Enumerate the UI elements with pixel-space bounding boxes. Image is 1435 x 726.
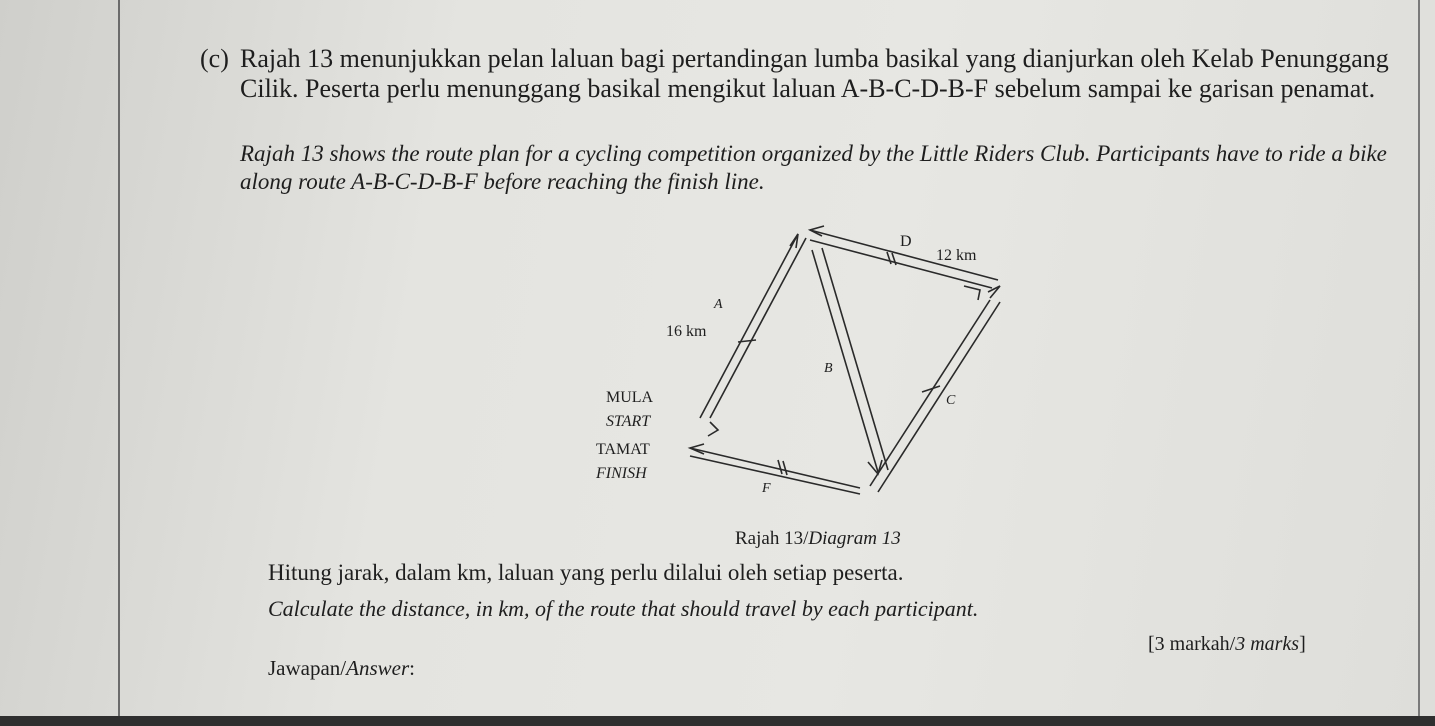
- tick-top-2: [892, 253, 896, 265]
- side-c-f: [878, 302, 1000, 492]
- label-c: C: [946, 393, 956, 408]
- side-start-d: [700, 234, 798, 418]
- label-b: B: [824, 361, 833, 376]
- answer-colon: :: [409, 656, 415, 680]
- answer-label: [268, 656, 415, 681]
- label-a: A: [714, 297, 723, 312]
- instruction-english: Calculate the distance, in km, of the route that should travel by each participant.: [268, 596, 979, 621]
- answer-label-english: Answer: [346, 656, 410, 680]
- side-start-d-inner: [710, 238, 806, 418]
- bottom-edge: [0, 716, 1435, 726]
- instruction-malay: Hitung jarak, dalam km, laluan yang perlu dilalui oleh setiap peserta.: [268, 560, 904, 585]
- label-d: D: [900, 233, 912, 250]
- label-f: F: [762, 481, 771, 496]
- label-finish-english: FINISH: [596, 465, 647, 482]
- caption-malay: Rajah 13/: [735, 528, 809, 549]
- marks-close: ]: [1299, 633, 1306, 655]
- marks-allocation: [1148, 633, 1306, 656]
- label-finish-malay: TAMAT: [596, 441, 650, 458]
- arrow-top-left: [810, 226, 824, 236]
- tick-top-1: [887, 252, 891, 264]
- caption-english: Diagram 13: [808, 528, 901, 549]
- right-angle-start: [708, 422, 718, 436]
- left-margin-line: [118, 0, 120, 726]
- side-start-f-inner: [690, 456, 860, 494]
- question-text-malay: Rajah 13 menunjukkan pelan laluan bagi pertandingan lumba basikal yang dianjurkan oleh Kelab Penunggang Cilik. Peserta perlu menunggang basikal mengikut laluan A-B-C-D-B-F sebelum sampai ke garisan penamat.: [240, 44, 1389, 103]
- side-c-f-inner: [870, 300, 990, 486]
- marks-malay: [3 markah/: [1148, 633, 1236, 655]
- question-text-english: Rajah 13 shows the route plan for a cycling competition organized by the Little Riders Club. Participants have to ride a bike along route A-B-C-D-B-F before reaching the finish line.: [240, 141, 1387, 194]
- diagonal-d-b: [812, 250, 878, 472]
- answer-label-malay: Jawapan/: [268, 656, 347, 680]
- tick-bottom-1: [778, 460, 782, 474]
- question-label: (c): [200, 44, 229, 73]
- tick-bottom-2: [783, 461, 787, 475]
- diagonal-d-b-inner: [822, 248, 888, 470]
- right-angle-top: [964, 286, 980, 300]
- label-length-left: 16 km: [666, 323, 707, 340]
- label-start-english: START: [606, 413, 651, 430]
- label-start-malay: MULA: [606, 389, 654, 406]
- side-start-f: [690, 448, 860, 488]
- diagram-caption: [735, 528, 901, 550]
- route-diagram: [560, 222, 1040, 522]
- marks-english: 3 marks: [1235, 633, 1300, 655]
- right-margin-line: [1418, 0, 1420, 726]
- route-diagram-svg: [560, 222, 1040, 522]
- label-length-top: 12 km: [936, 247, 977, 264]
